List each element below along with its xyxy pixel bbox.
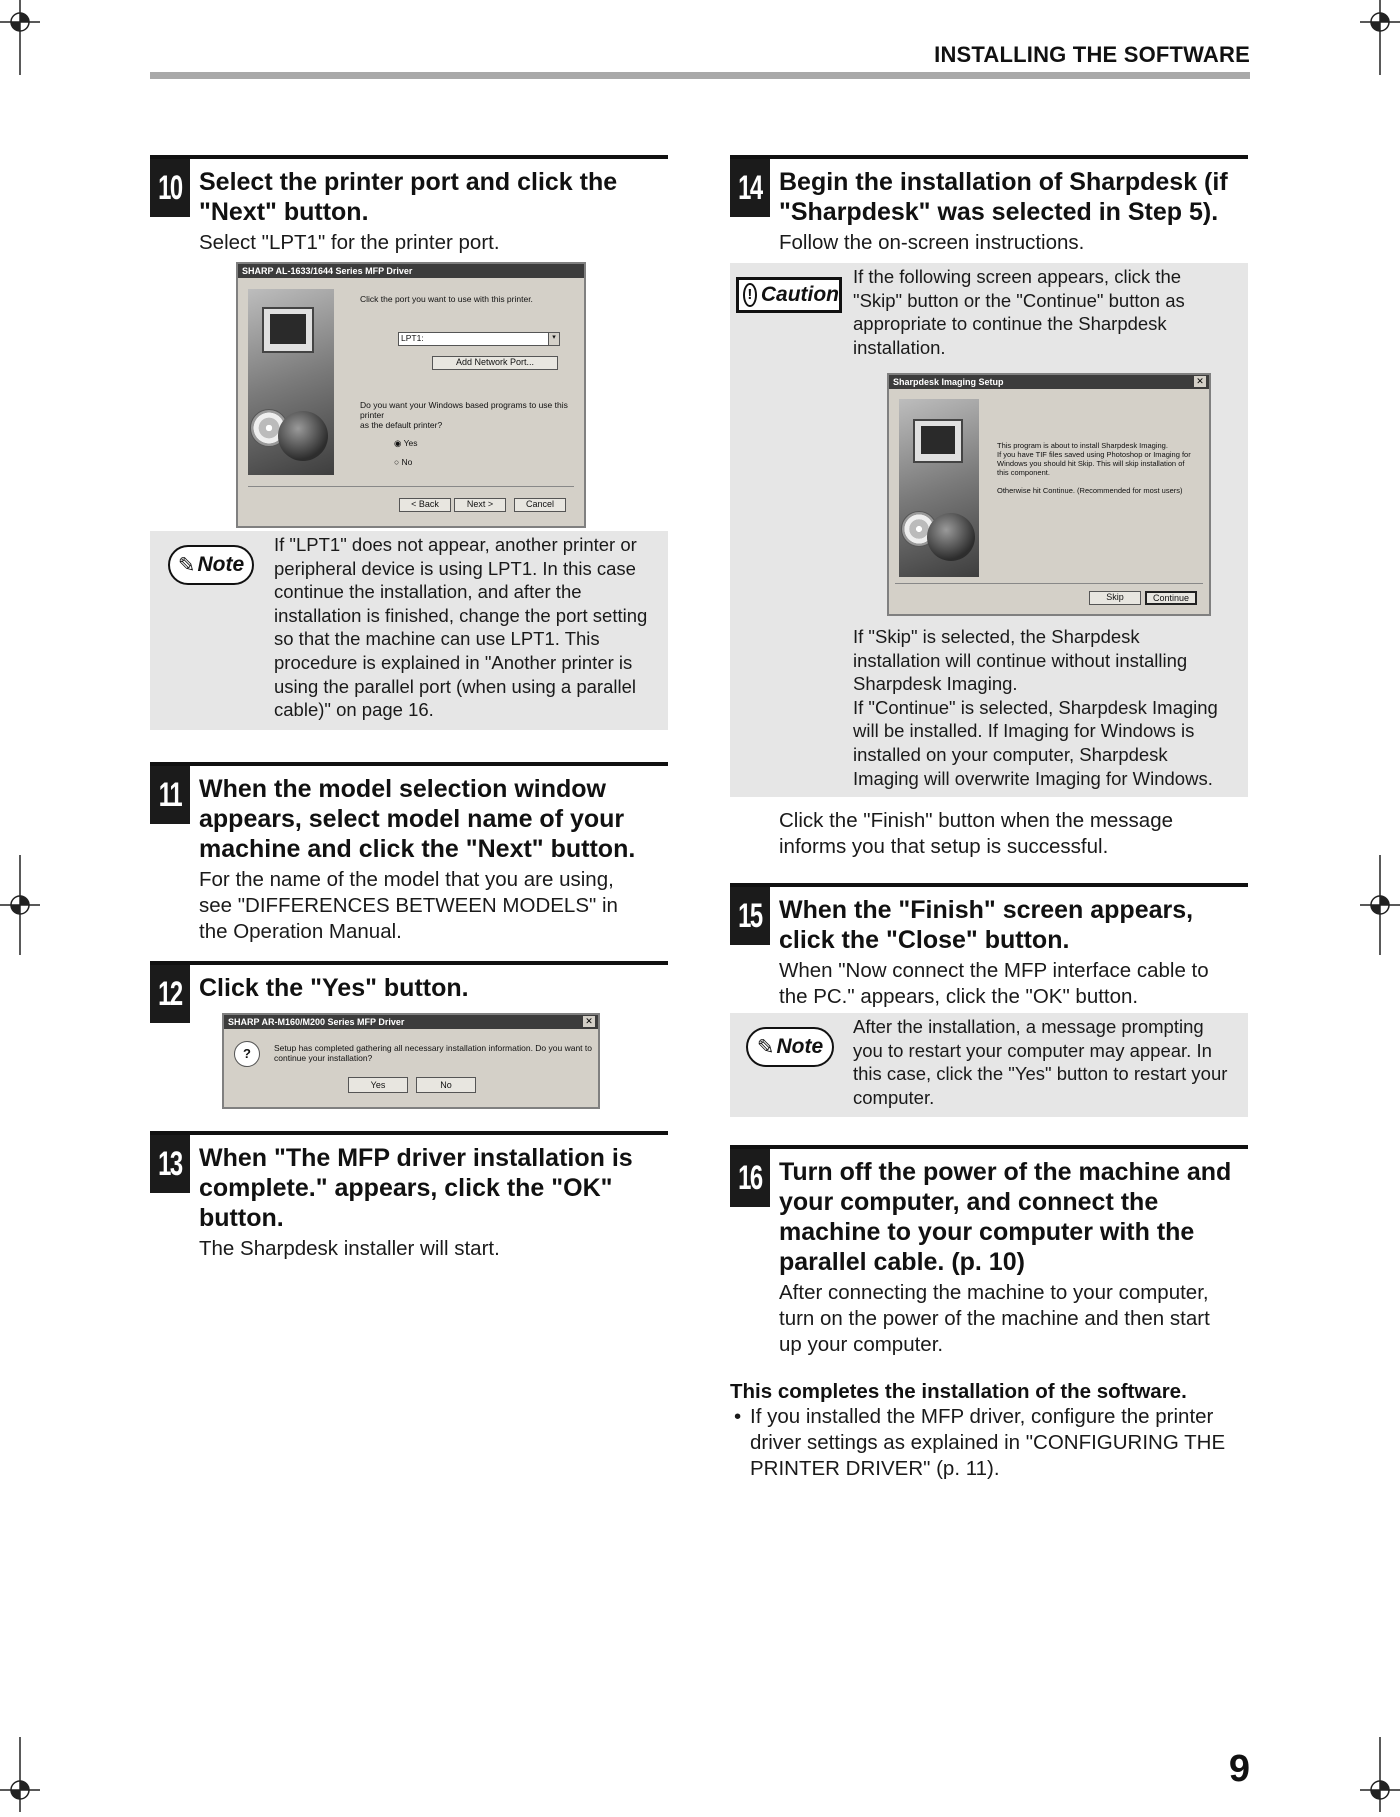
note-box [150, 531, 668, 730]
step-heading: When "The MFP driver installation is complete." appears, click the "OK" button. [199, 1144, 633, 1232]
registration-mark-mid-left [0, 855, 40, 895]
step-number: 10 [150, 159, 190, 217]
step-16 [730, 1145, 1248, 1358]
no-button[interactable]: No [416, 1077, 476, 1093]
step-15 [730, 883, 1248, 1010]
right-column [730, 155, 1248, 1480]
finish-instruction: Click the "Finish" button when the message informs you that setup is successful. [779, 809, 1174, 858]
close-icon[interactable]: ✕ [1194, 376, 1206, 387]
step-body: Follow the on-screen instructions. [779, 231, 1085, 254]
radio-yes[interactable]: ◉ Yes [394, 438, 418, 448]
port-select[interactable]: LPT1: ▾ [398, 332, 560, 346]
port-selection-dialog-screenshot [236, 262, 586, 528]
close-icon[interactable]: ✕ [583, 1016, 595, 1027]
page-number: 9 [1228, 1748, 1250, 1790]
step-body: When "Now connect the MFP interface cable to the PC." appears, click the "OK" button. [779, 959, 1209, 1008]
note-text: After the installation, a message prompting you to restart your computer may appear. In this case, click the "Yes" button to restart your computer. [853, 1016, 1228, 1108]
registration-mark-bottom-right [1360, 1737, 1400, 1777]
step-body: After connecting the machine to your computer, turn on the power of the machine and then start up your computer. [779, 1281, 1210, 1356]
caution-box [730, 263, 1248, 797]
left-column [150, 155, 668, 1260]
completion-heading: This completes the installation of the software. [730, 1380, 1187, 1403]
step-heading: When the "Finish" screen appears, click the "Close" button. [779, 896, 1194, 954]
step-body: The Sharpdesk installer will start. [199, 1237, 500, 1260]
step-number: 13 [150, 1135, 190, 1193]
continue-button[interactable]: Continue [1145, 591, 1197, 605]
default-printer-question: Do you want your Windows based programs to use this printer as the default printer? [360, 400, 568, 430]
section-title: INSTALLING THE SOFTWARE [934, 42, 1250, 67]
step-12 [150, 961, 668, 1013]
next-button[interactable]: Next > [454, 498, 506, 512]
note-badge: ✎ Note [168, 545, 254, 585]
yes-button[interactable]: Yes [348, 1077, 408, 1093]
header-rule [150, 72, 1250, 79]
step-heading: Select the printer port and click the "Next" button. [199, 168, 618, 226]
step-number: 11 [150, 766, 190, 824]
step-heading: Click the "Yes" button. [199, 974, 469, 1002]
note-box [730, 1013, 1248, 1117]
warning-icon: ! [743, 283, 757, 307]
step-body: For the name of the model that you are using, see "DIFFERENCES BETWEEN MODELS" in the Operation Manual. [199, 868, 618, 943]
caution-badge: ! Caution [736, 277, 842, 313]
note-text: If "LPT1" does not appear, another printer or peripheral device is using LPT1. In this case continue the installation, and after the installation is finished, change the port setting so that the machine can use LPT1. This procedure is explained in "Another printer is using the parallel port (when using a parallel cable)" on page 16. [274, 534, 648, 721]
caution-text: If the following screen appears, click the "Skip" button or the "Continue" button as appropriate to continue the Sharpdesk installation. [853, 266, 1185, 358]
question-icon: ? [234, 1041, 260, 1067]
step-number: 12 [150, 965, 190, 1023]
pencil-icon: ✎ [756, 1035, 775, 1059]
dialog-prompt: Click the port you want to use with this printer. [360, 294, 533, 304]
dialog-titlebar: SHARP AR-M160/M200 Series MFP Driver ✕ [224, 1015, 598, 1029]
step-11 [150, 762, 668, 945]
radio-no[interactable]: ○ No [394, 457, 413, 467]
chevron-down-icon: ▾ [548, 333, 559, 345]
dialog-titlebar: Sharpdesk Imaging Setup ✕ [889, 375, 1209, 389]
pencil-icon: ✎ [177, 553, 196, 577]
dialog-titlebar: SHARP AL-1633/1644 Series MFP Driver [238, 264, 584, 278]
completion-bullet: • If you installed the MFP driver, configure the printer driver settings as explained in "CONFIGURING THE PRINTER DRIVER" (p. 11). [734, 1405, 1226, 1480]
step-13 [150, 1131, 668, 1262]
installer-illustration [899, 399, 979, 577]
registration-mark-top-left [0, 0, 40, 40]
bullet-marker: • [734, 1405, 742, 1428]
registration-mark-bottom-left [0, 1737, 40, 1777]
dialog-message: Setup has completed gathering all necessary installation information. Do you want to continue your installation? [274, 1043, 592, 1063]
step-14 [730, 155, 1248, 256]
step-number: 15 [730, 887, 770, 945]
step-heading: When the model selection window appears, select model name of your machine and click the "Next" button. [199, 775, 636, 863]
step-number: 16 [730, 1149, 770, 1207]
registration-mark-mid-right [1360, 855, 1400, 895]
registration-mark-top-right [1360, 0, 1400, 40]
note-badge: ✎ Note [746, 1027, 834, 1067]
sharpdesk-setup-dialog-screenshot [887, 373, 1211, 616]
step-10 [150, 155, 668, 256]
skip-continue-explanation: If "Skip" is selected, the Sharpdesk installation will continue without installing Sharpdesk Imaging. If "Continue" is selected, Sharpdesk Imaging will be installed. If Imaging for Windows is installed on your computer, Sharpdesk Imaging will overwrite Imaging for Windows. [853, 626, 1218, 789]
add-network-port-button[interactable]: Add Network Port... [432, 356, 558, 370]
cancel-button[interactable]: Cancel [514, 498, 566, 512]
step-body: Select "LPT1" for the printer port. [199, 231, 500, 254]
step-number: 14 [730, 159, 770, 217]
installer-illustration [248, 289, 334, 475]
step-heading: Begin the installation of Sharpdesk (if "Sharpdesk" was selected in Step 5). [779, 168, 1228, 226]
dialog-message: This program is about to install Sharpdesk Imaging. If you have TIF files saved using Photoshop or Imaging for Windows you should hit Skip. This will skip installation of this component. Otherwise hit Continue. (Recommended for most users) [997, 441, 1191, 495]
continue-installation-dialog-screenshot [222, 1013, 600, 1109]
back-button[interactable]: < Back [399, 498, 451, 512]
step-heading: Turn off the power of the machine and your computer, and connect the machine to your computer with the parallel cable. (p. 10) [779, 1158, 1232, 1276]
skip-button[interactable]: Skip [1089, 591, 1141, 605]
